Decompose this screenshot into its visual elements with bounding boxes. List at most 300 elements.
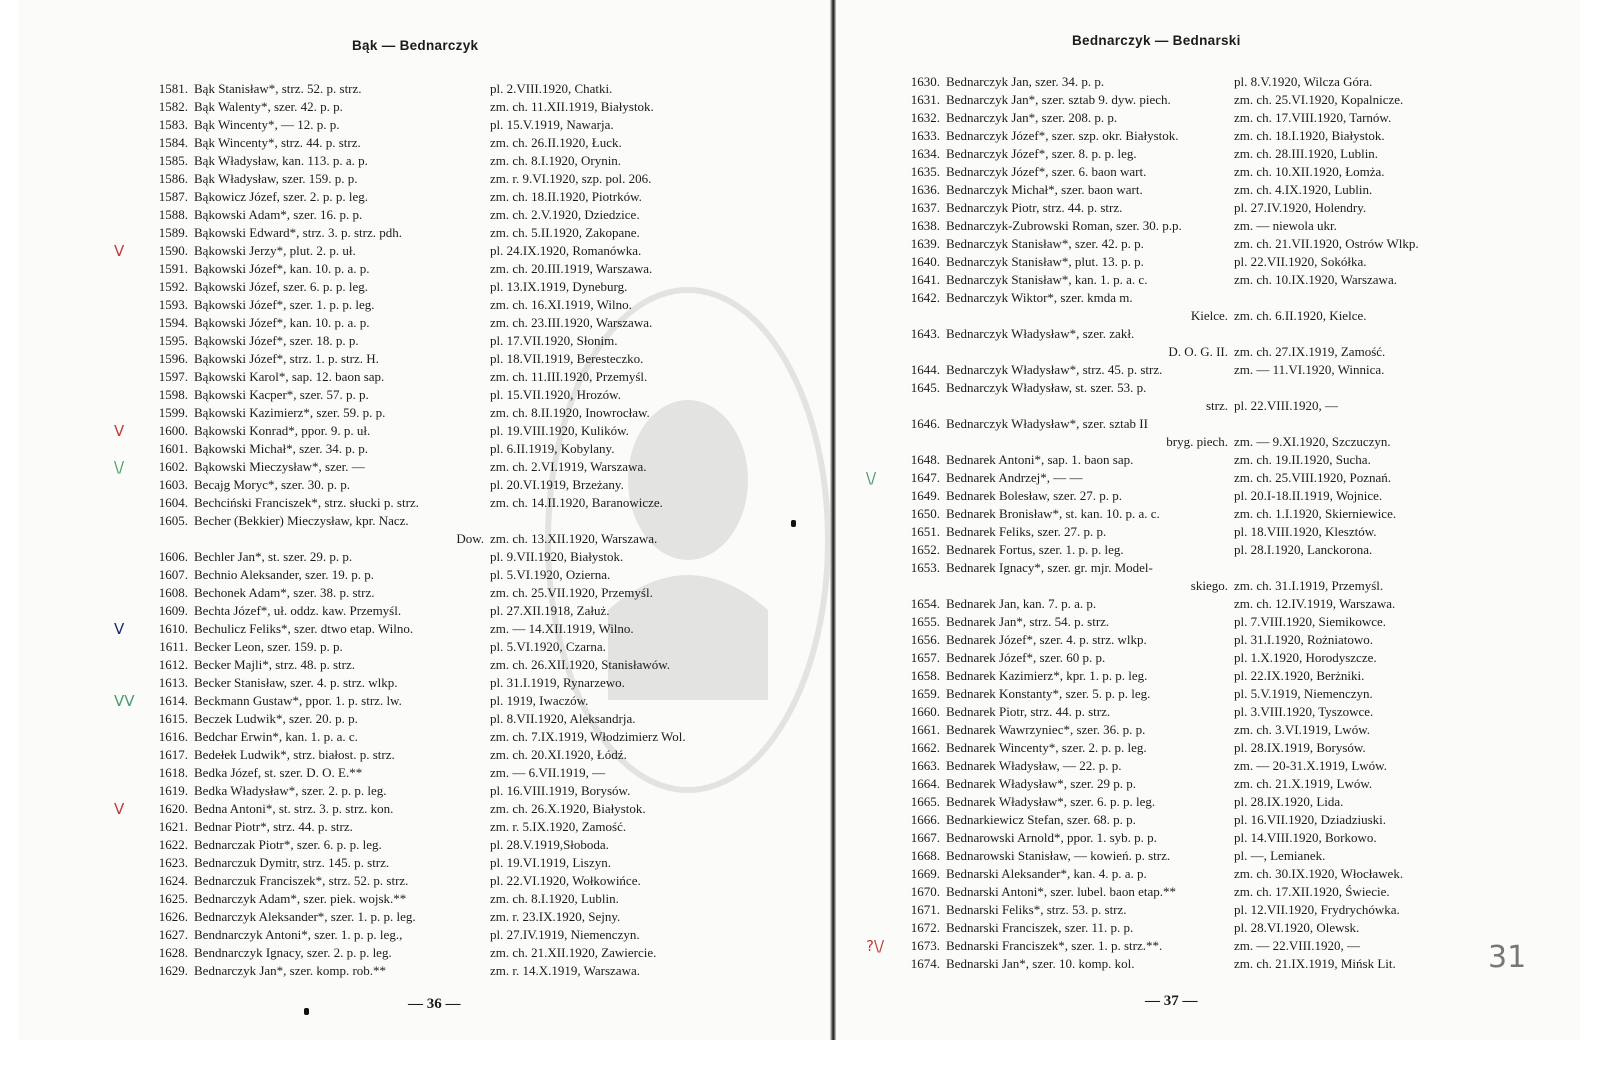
entry-name: Bednarek Feliks, szer. 27. p. p. <box>946 524 1107 539</box>
entry-name: Becker Majli*, strz. 48. p. strz. <box>194 657 356 672</box>
entry-record: zm. ch. 25.VIII.1920, Poznań. <box>1234 470 1392 485</box>
entry-row <box>888 829 1568 847</box>
entry-number: 1618. <box>158 765 188 780</box>
entry-record: zm. ch. 20.XI.1920, Łódź. <box>490 747 627 762</box>
entry-number: 1665. <box>910 794 940 809</box>
entry-number: 1589. <box>158 225 188 240</box>
entry-record: zm. ch. 30.IX.1920, Włocławek. <box>1234 866 1404 881</box>
entry-record: zm. ch. 10.IX.1920, Warszawa. <box>1234 272 1397 287</box>
entry-record: zm. ch. 6.II.1920, Kielce. <box>1234 308 1367 323</box>
entry-name: Bednarowski Stanisław, — kowień. p. strz. <box>946 848 1171 863</box>
right-page-number: — 37 — <box>1145 993 1198 1009</box>
entry-row <box>136 836 776 854</box>
entry-record: pl. 17.VII.1920, Słonim. <box>490 333 618 348</box>
entry-continuation-row <box>136 530 776 548</box>
handwritten-check-mark: V <box>114 242 125 260</box>
entry-record: pl. 22.VII.1920, Sokółka. <box>1234 254 1367 269</box>
entry-number: 1604. <box>158 495 188 510</box>
entry-record: zm. — niewola ukr. <box>1234 218 1337 233</box>
entry-number: 1631. <box>910 92 940 107</box>
entry-continuation-row <box>888 397 1568 415</box>
entry-row <box>136 494 776 512</box>
entry-row <box>136 332 776 350</box>
entry-record: pl. 18.VIII.1920, Klesztów. <box>1234 524 1377 539</box>
handwritten-check-mark: V <box>114 620 125 638</box>
entry-row <box>866 937 1568 955</box>
entry-name: Bedchar Erwin*, kan. 1. p. a. c. <box>194 729 358 744</box>
entry-number: 1629. <box>158 963 188 978</box>
entry-number: 1647. <box>910 470 940 485</box>
entry-row <box>888 901 1568 919</box>
entry-number: 1642. <box>910 290 940 305</box>
entry-name: Becker Stanisław, szer. 4. p. strz. wlkp. <box>194 675 398 690</box>
entry-record: zm. ch. 20.III.1919, Warszawa. <box>490 261 653 276</box>
entry-record: zm. ch. 21.XII.1920, Zawiercie. <box>490 945 657 960</box>
entry-name: Bąk Władysław, szer. 159. p. p. <box>194 171 358 186</box>
entry-record: pl. 31.I.1919, Rynarzewo. <box>490 675 625 690</box>
entry-number: 1669. <box>910 866 940 881</box>
entry-row <box>136 656 776 674</box>
entry-number: 1666. <box>910 812 940 827</box>
entry-record: zm. ch. 18.I.1920, Białystok. <box>1234 128 1385 143</box>
entry-name: Bednarek Władysław*, szer. 29 p. p. <box>946 776 1137 791</box>
entry-number: 1603. <box>158 477 188 492</box>
handwritten-page-note: 31 <box>1488 940 1527 975</box>
entry-number: 1606. <box>158 549 188 564</box>
entry-record: pl. 5.V.1919, Niemenczyn. <box>1234 686 1373 701</box>
entry-record: zm. ch. 13.XII.1920, Warszawa. <box>490 531 658 546</box>
entry-name: Bąk Walenty*, szer. 42. p. p. <box>194 99 343 114</box>
entry-row <box>136 224 776 242</box>
entry-row <box>136 512 776 530</box>
entry-name: Bednarek Piotr, strz. 44. p. strz. <box>946 704 1111 719</box>
entry-name: Bednarek Kazimierz*, kpr. 1. p. p. leg. <box>946 668 1148 683</box>
entry-record: pl. 8.V.1920, Wilcza Góra. <box>1234 74 1373 89</box>
entry-record: pl. 2.VIII.1920, Chatki. <box>490 81 613 96</box>
entry-name: Bechciński Franciszek*, strz. słucki p. strz. <box>194 495 419 510</box>
entry-record: zm. — 20-31.X.1919, Lwów. <box>1234 758 1387 773</box>
entry-record: pl. 5.VI.1920, Ozierna. <box>490 567 611 582</box>
entry-row <box>136 926 776 944</box>
entry-name: Bednarek Antoni*, sap. 1. baon sap. <box>946 452 1134 467</box>
entry-row <box>136 314 776 332</box>
entry-row <box>136 782 776 800</box>
entry-name: Bednarczyk Aleksander*, szer. 1. p. p. leg. <box>194 909 416 924</box>
entry-row <box>888 487 1568 505</box>
entry-name: Bednarczyk Władysław*, szer. sztab II <box>946 416 1148 431</box>
entry-name: Becajg Moryc*, szer. 30. p. p. <box>194 477 350 492</box>
entry-name: Bednarczyk Adam*, szer. piek. wojsk.** <box>194 891 407 906</box>
entry-name: Bechulicz Feliks*, szer. dtwo etap. Wilno. <box>194 621 414 636</box>
entry-number: 1602. <box>158 459 188 474</box>
entry-name-continuation: Dow. <box>456 531 484 546</box>
entry-number: 1616. <box>158 729 188 744</box>
entry-continuation-row <box>888 307 1568 325</box>
entry-number: 1672. <box>910 920 940 935</box>
entry-record: zm. ch. 1.I.1920, Skierniewice. <box>1234 506 1397 521</box>
entry-record: pl. 20.I-18.II.1919, Wojnice. <box>1234 488 1383 503</box>
entry-number: 1659. <box>910 686 940 701</box>
entry-number: 1608. <box>158 585 188 600</box>
entry-name: Bąk Władysław, kan. 113. p. a. p. <box>194 153 368 168</box>
entry-row <box>136 476 776 494</box>
entry-row <box>888 739 1568 757</box>
entry-row <box>888 775 1568 793</box>
entry-number: 1654. <box>910 596 940 611</box>
entry-number: 1628. <box>158 945 188 960</box>
entry-record: zm. ch. 2.VI.1919, Warszawa. <box>490 459 647 474</box>
entry-name: Bednarek Bolesław, szer. 27. p. p. <box>946 488 1123 503</box>
entry-record: pl. 14.VIII.1920, Borkowo. <box>1234 830 1377 845</box>
entry-name: Bąkowski Karol*, sap. 12. baon sap. <box>194 369 385 384</box>
entry-name: Bednarczyk Jan, szer. 34. p. p. <box>946 74 1105 89</box>
entry-name: Bąkowski Konrad*, ppor. 9. p. uł. <box>194 423 371 438</box>
entry-record: pl. 27.IV.1920, Holendry. <box>1234 200 1367 215</box>
entry-row <box>888 757 1568 775</box>
entry-number: 1658. <box>910 668 940 683</box>
entry-name: Bednarek Bronisław*, st. kan. 10. p. a. c. <box>946 506 1160 521</box>
entry-number: 1597. <box>158 369 188 384</box>
entry-number: 1650. <box>910 506 940 521</box>
entry-record: zm. ch. 8.I.1920, Lublin. <box>490 891 619 906</box>
entry-number: 1649. <box>910 488 940 503</box>
entry-number: 1622. <box>158 837 188 852</box>
entry-number: 1674. <box>910 956 940 971</box>
entry-name: Bechta Józef*, uł. oddz. kaw. Przemyśl. <box>194 603 402 618</box>
entry-record: zm. r. 23.IX.1920, Sejny. <box>490 909 621 924</box>
entry-record: pl. 8.VII.1920, Aleksandrja. <box>490 711 636 726</box>
entry-number: 1636. <box>910 182 940 197</box>
entry-number: 1660. <box>910 704 940 719</box>
entry-row <box>888 73 1568 91</box>
entry-record: zm. ch. 3.VI.1919, Lwów. <box>1234 722 1370 737</box>
right-page <box>866 0 1568 1040</box>
entry-name-continuation: Kielce. <box>1190 308 1228 323</box>
entry-row <box>888 595 1568 613</box>
entry-continuation-row <box>888 433 1568 451</box>
entry-name: Bednarczyk-Zubrowski Roman, szer. 30. p.p. <box>946 218 1182 233</box>
entry-name: Bednarkiewicz Stefan, szer. 68. p. p. <box>946 812 1136 827</box>
entry-record: pl. 28.IX.1919, Borysów. <box>1234 740 1366 755</box>
entry-record: zm. ch. 5.II.1920, Zakopane. <box>490 225 640 240</box>
entry-row <box>888 613 1568 631</box>
entry-row <box>888 325 1568 343</box>
entry-row <box>136 728 776 746</box>
entry-name: Bąkowski Mieczysław*, szer. — <box>194 459 365 474</box>
entry-row <box>136 188 776 206</box>
entry-name: Bąkowski Adam*, szer. 16. p. p. <box>194 207 363 222</box>
entry-record: pl. —, Lemianek. <box>1234 848 1326 863</box>
entry-row <box>114 458 776 476</box>
entry-name: Bednarski Antoni*, szer. lubel. baon etap.** <box>946 884 1176 899</box>
entry-row <box>136 584 776 602</box>
left-page <box>114 0 776 1040</box>
entry-name: Bednar Piotr*, strz. 44. p. strz. <box>194 819 353 834</box>
entry-row <box>888 361 1568 379</box>
entry-record: zm. ch. 23.III.1920, Warszawa. <box>490 315 653 330</box>
entry-row <box>136 548 776 566</box>
entry-row <box>136 602 776 620</box>
entry-row <box>888 685 1568 703</box>
handwritten-check-mark: V <box>114 422 125 440</box>
entry-record: zm. ch. 21.VII.1920, Ostrów Wlkp. <box>1234 236 1419 251</box>
entry-record: pl. 15.V.1919, Nawarja. <box>490 117 614 132</box>
entry-row <box>888 379 1568 397</box>
entry-name: Bednarek Jan*, strz. 54. p. strz. <box>946 614 1110 629</box>
entry-number: 1590. <box>158 243 188 258</box>
entry-name: Bednarek Andrzej*, — — <box>946 470 1083 485</box>
entry-row <box>136 260 776 278</box>
book-spine <box>830 0 836 1040</box>
entry-name: Bednarczyk Wiktor*, szer. kmda m. <box>946 290 1133 305</box>
entry-row <box>136 710 776 728</box>
entry-record: zm. — 22.VIII.1920, — <box>1234 938 1361 953</box>
entry-name: Bednarczyk Stanisław*, plut. 13. p. p. <box>946 254 1144 269</box>
entry-number: 1581. <box>158 81 188 96</box>
entry-record: zm. ch. 21.X.1919, Lwów. <box>1234 776 1373 791</box>
entry-name: Bednarek Władysław*, szer. 6. p. p. leg. <box>946 794 1156 809</box>
entry-record: pl. 16.VIII.1919, Borysów. <box>490 783 631 798</box>
entry-record: zm. ch. 16.XI.1919, Wilno. <box>490 297 632 312</box>
entry-number: 1584. <box>158 135 188 150</box>
entry-name: Bąkowski Jerzy*, plut. 2. p. uł. <box>194 243 356 258</box>
entry-row <box>136 134 776 152</box>
entry-name: Bednarek Wincenty*, szer. 2. p. p. leg. <box>946 740 1147 755</box>
entry-name: Bednarczyk Piotr, strz. 44. p. strz. <box>946 200 1123 215</box>
entry-number: 1617. <box>158 747 188 762</box>
entry-name: Bednarek Wawrzyniec*, szer. 36. p. p. <box>946 722 1146 737</box>
entry-row <box>888 91 1568 109</box>
entry-record: zm. ch. 26.XII.1920, Stanisławów. <box>490 657 671 672</box>
entry-number: 1638. <box>910 218 940 233</box>
entry-number: 1615. <box>158 711 188 726</box>
entry-number: 1632. <box>910 110 940 125</box>
entry-record: zm. ch. 11.XII.1919, Białystok. <box>490 99 654 114</box>
entry-name: Bednarczak Piotr*, szer. 6. p. p. leg. <box>194 837 382 852</box>
entry-number: 1645. <box>910 380 940 395</box>
entry-number: 1627. <box>158 927 188 942</box>
entry-name: Bendnarczyk Ignacy, szer. 2. p. p. leg. <box>194 945 392 960</box>
entry-number: 1624. <box>158 873 188 888</box>
entry-record: zm. ch. 21.IX.1919, Mińsk Lit. <box>1234 956 1396 971</box>
entry-record: pl. 28.I.1920, Lanckorona. <box>1234 542 1373 557</box>
handwritten-check-mark: \/ <box>866 469 877 487</box>
entry-name: Bąkowski Józef*, strz. 1. p. strz. H. <box>194 351 379 366</box>
entry-number: 1653. <box>910 560 940 575</box>
entry-number: 1648. <box>910 452 940 467</box>
entry-name: Bednarek Józef*, szer. 4. p. strz. wlkp. <box>946 632 1147 647</box>
entry-record: zm. — 14.XII.1919, Wilno. <box>490 621 634 636</box>
book-spread <box>18 0 1580 1040</box>
entry-record: pl. 13.IX.1919, Dyneburg. <box>490 279 628 294</box>
entry-name: Bąkowski Kacper*, szer. 57. p. p. <box>194 387 369 402</box>
entry-row <box>888 181 1568 199</box>
entry-continuation-row <box>888 577 1568 595</box>
entry-name: Bednarczyk Jan*, szer. sztab 9. dyw. piech. <box>946 92 1171 107</box>
entry-row <box>114 620 776 638</box>
left-entry-list <box>114 80 776 980</box>
entry-name: Bednarczyk Józef*, szer. szp. okr. Białystok. <box>946 128 1179 143</box>
entry-row <box>136 890 776 908</box>
entry-name: Bedna Antoni*, st. strz. 3. p. strz. kon. <box>194 801 394 816</box>
entry-number: 1656. <box>910 632 940 647</box>
entry-row <box>136 440 776 458</box>
entry-row <box>114 692 776 710</box>
entry-row <box>888 919 1568 937</box>
entry-record: zm. — 9.XI.1920, Szczuczyn. <box>1234 434 1391 449</box>
entry-row <box>114 242 776 260</box>
entry-row <box>888 667 1568 685</box>
entry-number: 1635. <box>910 164 940 179</box>
entry-number: 1599. <box>158 405 188 420</box>
entry-record: pl. 20.VI.1919, Brzeżany. <box>490 477 624 492</box>
entry-name: Bednarek Władysław, — 22. p. p. <box>946 758 1122 773</box>
entry-name: Bąkowski Michał*, szer. 34. p. p. <box>194 441 369 456</box>
entry-row <box>136 854 776 872</box>
entry-continuation-row <box>888 343 1568 361</box>
entry-record: pl. 22.VI.1920, Wołkowińce. <box>490 873 641 888</box>
entry-record: zm. — 6.VII.1919, — <box>490 765 606 780</box>
entry-row <box>888 793 1568 811</box>
entry-number: 1592. <box>158 279 188 294</box>
entry-number: 1583. <box>158 117 188 132</box>
entry-name: Bednarczuk Dymitr, strz. 145. p. strz. <box>194 855 390 870</box>
entry-name: Bąkowski Józef*, kan. 10. p. a. p. <box>194 261 370 276</box>
entry-name: Bednarek Ignacy*, szer. gr. mjr. Model- <box>946 560 1153 575</box>
entry-number: 1605. <box>158 513 188 528</box>
entry-row <box>888 631 1568 649</box>
handwritten-check-mark: VV <box>114 692 135 710</box>
entry-number: 1655. <box>910 614 940 629</box>
entry-name: Bąkowski Kazimierz*, szer. 59. p. p. <box>194 405 386 420</box>
binding-hole <box>791 520 796 527</box>
entry-number: 1585. <box>158 153 188 168</box>
entry-number: 1646. <box>910 416 940 431</box>
entry-number: 1673. <box>910 938 940 953</box>
entry-record: pl. 1919, Iwaczów. <box>490 693 589 708</box>
entry-name: Bąk Stanisław*, strz. 52. p. strz. <box>194 81 362 96</box>
entry-name: Bedka Władysław*, szer. 2. p. p. leg. <box>194 783 387 798</box>
entry-record: pl. 27.XII.1918, Załuż. <box>490 603 610 618</box>
entry-record: zm. ch. 10.XII.1920, Łomża. <box>1234 164 1385 179</box>
entry-number: 1668. <box>910 848 940 863</box>
entry-record: zm. ch. 17.XII.1920, Świecie. <box>1234 884 1390 899</box>
entry-name: Bednarski Feliks*, strz. 53. p. strz. <box>946 902 1127 917</box>
entry-number: 1612. <box>158 657 188 672</box>
entry-row <box>136 350 776 368</box>
entry-name: Bąkowski Józef*, szer. 18. p. p. <box>194 333 359 348</box>
entry-row <box>136 944 776 962</box>
entry-name: Bednarczyk Józef*, szer. 8. p. p. leg. <box>946 146 1137 161</box>
entry-number: 1619. <box>158 783 188 798</box>
entry-record: zm. ch. 18.II.1920, Piotrków. <box>490 189 642 204</box>
entry-number: 1667. <box>910 830 940 845</box>
entry-record: pl. 9.VII.1920, Białystok. <box>490 549 624 564</box>
entry-record: pl. 27.IV.1919, Niemenczyn. <box>490 927 640 942</box>
entry-row <box>888 523 1568 541</box>
entry-row <box>888 811 1568 829</box>
entry-record: pl. 28.IX.1920, Lida. <box>1234 794 1344 809</box>
entry-name: Bednarczyk Józef*, szer. 6. baon wart. <box>946 164 1147 179</box>
entry-row <box>888 271 1568 289</box>
entry-number: 1625. <box>158 891 188 906</box>
entry-name: Bednarczyk Stanisław*, kan. 1. p. a. c. <box>946 272 1148 287</box>
entry-name: Bednarski Aleksander*, kan. 4. p. a. p. <box>946 866 1147 881</box>
entry-row <box>136 566 776 584</box>
entry-row <box>136 278 776 296</box>
entry-row <box>888 865 1568 883</box>
entry-row <box>888 253 1568 271</box>
entry-number: 1614. <box>158 693 188 708</box>
entry-name: Bednarek Konstanty*, szer. 5. p. p. leg. <box>946 686 1151 701</box>
entry-row <box>136 116 776 134</box>
entry-name: Bednarski Franciszek*, szer. 1. p. strz.**. <box>946 938 1163 953</box>
entry-number: 1621. <box>158 819 188 834</box>
entry-record: zm. ch. 4.IX.1920, Lublin. <box>1234 182 1373 197</box>
entry-record: zm. ch. 11.III.1920, Przemyśl. <box>490 369 648 384</box>
entry-row <box>136 674 776 692</box>
entry-name: Bąkowski Józef, szer. 6. p. p. leg. <box>194 279 369 294</box>
entry-name: Bąkowski Józef*, kan. 10. p. a. p. <box>194 315 370 330</box>
entry-number: 1598. <box>158 387 188 402</box>
entry-record: pl. 18.VII.1919, Beresteczko. <box>490 351 644 366</box>
entry-record: zm. — 11.VI.1920, Winnica. <box>1234 362 1385 377</box>
entry-row <box>888 451 1568 469</box>
entry-record: zm. r. 5.IX.1920, Zamość. <box>490 819 627 834</box>
entry-record: zm. ch. 17.VIII.1920, Tarnów. <box>1234 110 1392 125</box>
entry-record: zm. ch. 12.IV.1919, Warszawa. <box>1234 596 1396 611</box>
entry-name: Bednarek Fortus, szer. 1. p. p. leg. <box>946 542 1124 557</box>
entry-name: Bednarowski Arnold*, ppor. 1. syb. p. p. <box>946 830 1157 845</box>
entry-row <box>888 145 1568 163</box>
entry-number: 1611. <box>159 639 188 654</box>
entry-number: 1620. <box>158 801 188 816</box>
entry-row <box>888 883 1568 901</box>
entry-row <box>136 872 776 890</box>
left-page-number: — 36 — <box>408 996 461 1012</box>
entry-row <box>136 764 776 782</box>
entry-name: Bąkowski Edward*, strz. 3. p. strz. pdh. <box>194 225 402 240</box>
entry-row <box>136 152 776 170</box>
entry-name: Bednarczyk Władysław*, strz. 45. p. strz. <box>946 362 1163 377</box>
entry-name: Bedka Józef, st. szer. D. O. E.** <box>194 765 363 780</box>
entry-record: zm. ch. 26.X.1920, Białystok. <box>490 801 646 816</box>
entry-record: pl. 1.X.1920, Horodyszcze. <box>1234 650 1377 665</box>
entry-record: zm. ch. 7.IX.1919, Włodzimierz Wol. <box>490 729 686 744</box>
entry-record: pl. 5.VI.1920, Czarna. <box>490 639 606 654</box>
entry-name: Bednarczyk Jan*, szer. komp. rob.** <box>194 963 387 978</box>
entry-row <box>866 469 1568 487</box>
entry-name: Becker Leon, szer. 159. p. p. <box>194 639 343 654</box>
entry-record: pl. 3.VIII.1920, Tyszowce. <box>1234 704 1374 719</box>
entry-number: 1594. <box>158 315 188 330</box>
entry-row <box>888 505 1568 523</box>
entry-number: 1626. <box>158 909 188 924</box>
entry-name-continuation: strz. <box>1205 398 1228 413</box>
entry-row <box>888 109 1568 127</box>
entry-row <box>136 296 776 314</box>
entry-number: 1652. <box>910 542 940 557</box>
entry-name: Bednarczyk Michał*, szer. baon wart. <box>946 182 1143 197</box>
entry-name: Bechonek Adam*, szer. 38. p. strz. <box>194 585 375 600</box>
handwritten-check-mark: \/ <box>114 458 125 476</box>
entry-number: 1601. <box>158 441 188 456</box>
entry-record: pl. 28.V.1919,Słoboda. <box>490 837 609 852</box>
entry-number: 1610. <box>158 621 188 636</box>
entry-row <box>888 955 1568 973</box>
entry-number: 1634. <box>910 146 940 161</box>
entry-record: pl. 24.IX.1920, Romanówka. <box>490 243 642 258</box>
